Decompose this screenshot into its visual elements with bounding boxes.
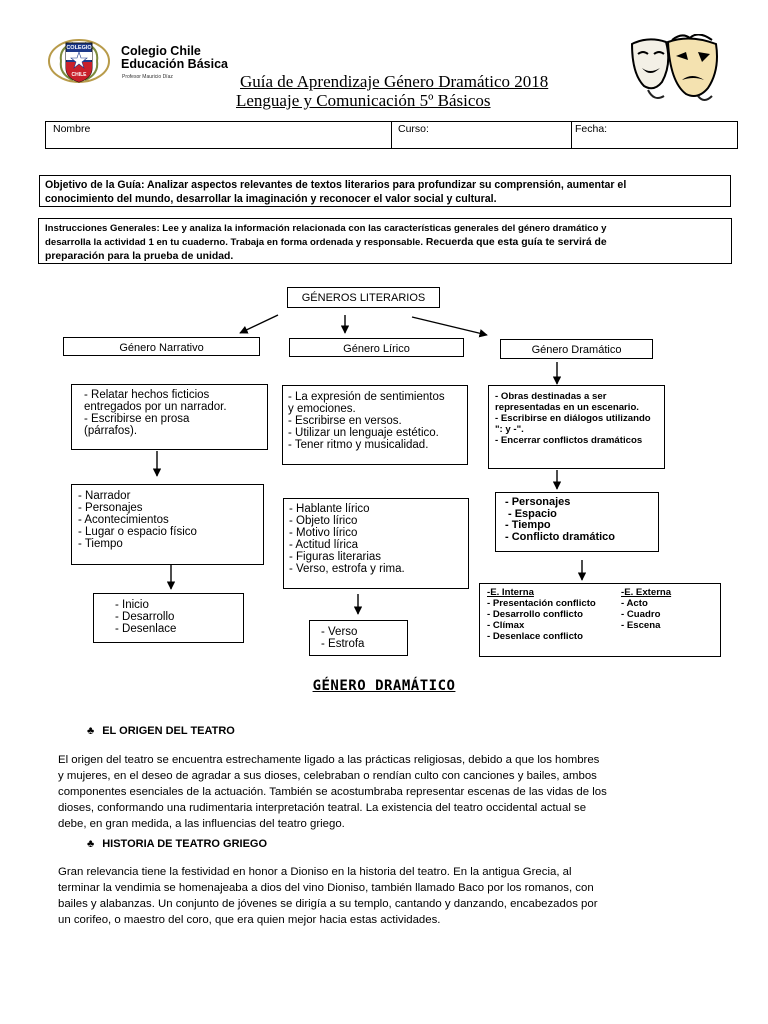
external-structure-title: -E. Externa xyxy=(621,587,672,598)
narrative-elements-box xyxy=(71,484,264,565)
guide-title: Guía de Aprendizaje Género Dramático 2018 xyxy=(240,72,549,91)
dramatic-desc-line: - Escribirse en diálogos utilizando xyxy=(495,413,651,424)
origin-paragraph xyxy=(58,752,714,832)
dramatic-desc-line: representadas en un escenario. xyxy=(495,402,639,413)
lyric-element-item: - Verso, estrofa y rima. xyxy=(289,563,405,575)
dramatic-desc-line: - Encerrar conflictos dramáticos xyxy=(495,435,643,446)
dramatic-element-item: - Tiempo xyxy=(505,519,551,531)
crest-bottom-text: CHILE xyxy=(71,72,87,78)
lyric-element-item: - Figuras literarias xyxy=(289,551,382,563)
arrow-root-dramatic xyxy=(412,317,487,335)
instructions-line-2a: desarrolla la actividad 1 en tu cuaderno. Trabaja en forma ordenada y responsable. xyxy=(45,237,424,248)
greek-heading-text: HISTORIA DE TEATRO GRIEGO xyxy=(102,838,268,850)
lyric-title: Género Lírico xyxy=(343,343,410,355)
internal-structure-column xyxy=(487,587,596,642)
instructions-line-3: preparación para la prueba de unidad. xyxy=(45,251,234,262)
root-genres-label: GÉNEROS LITERARIOS xyxy=(301,292,426,304)
lyric-elements-box xyxy=(283,498,469,589)
external-structure-item: - Acto xyxy=(621,598,648,609)
lyric-element-item: - Hablante lírico xyxy=(289,503,370,515)
narrative-structure-item: - Desenlace xyxy=(115,623,177,635)
dramatic-element-item: - Personajes xyxy=(505,496,571,508)
narrative-title: Género Narrativo xyxy=(119,342,204,354)
origin-line: El origen del teatro se encuentra estrechamente ligado a las prácticas religiosas, debido a que los hombres xyxy=(58,754,600,766)
dramatic-title-box xyxy=(500,339,653,359)
dramatic-element-item: - Conflicto dramático xyxy=(505,530,616,543)
dramatic-structure-box xyxy=(479,583,721,657)
dramatic-element-item: - Espacio xyxy=(508,507,557,520)
dramatic-title: Género Dramático xyxy=(531,344,622,356)
lyric-structure-item: - Estrofa xyxy=(321,638,365,650)
internal-structure-item: - Desenlace conflicto xyxy=(487,631,583,642)
internal-structure-title: -E. Interna xyxy=(487,587,534,598)
lyric-title-box xyxy=(289,338,464,357)
origin-line: componentes esenciales de la actuación. También se acostumbraba representar escenas de las vidas de los xyxy=(58,786,607,798)
dramatic-desc-line: ": y -". xyxy=(495,424,524,435)
guide-subtitle: Lenguaje y Comunicación 5º Básicos xyxy=(236,91,491,110)
narrative-desc-line: - Escribirse en prosa xyxy=(84,413,190,425)
dramatic-elements-box xyxy=(495,492,659,552)
narrative-desc-line: (párrafos). xyxy=(84,425,138,437)
instructions-line-1: Instrucciones Generales: Lee y analiza la información relacionada con las características generales del género dramático y xyxy=(45,223,607,234)
greek-line: un corifeo, o maestro del coro, que era quien mejor hacia estas actividades. xyxy=(58,914,441,926)
greek-heading xyxy=(87,838,267,850)
objective-line-2: conocimiento del mundo, desarrollar la imaginación y reconocer el valor social y cultural. xyxy=(45,193,497,205)
narrative-element-item: - Narrador xyxy=(78,490,131,502)
origin-line: debe, en gran medida, a las influencias del teatro griego. xyxy=(58,818,345,830)
root-genres-box xyxy=(287,287,440,308)
dramatic-desc-line: - Obras destinadas a ser xyxy=(495,391,607,402)
narrative-structure-item: - Desarrollo xyxy=(115,611,175,623)
narrative-structure-item: - Inicio xyxy=(115,599,149,611)
external-structure-column xyxy=(621,587,671,631)
narrative-desc-line: - Relatar hechos ficticios xyxy=(84,389,210,401)
greek-line: bailes y alabanzas. Un conjunto de jóvenes se dirigía a su templo, cantando y danzando, encabezados por xyxy=(58,898,598,910)
narrative-element-item: - Personajes xyxy=(78,502,143,514)
school-name: Colegio Chile xyxy=(121,44,201,58)
club-bullet-icon: ♣ xyxy=(87,725,95,737)
narrative-structure-box xyxy=(93,593,244,643)
greek-line: Gran relevancia tiene la festividad en honor a Dioniso en la historia del teatro. En la antigua Grecia, al xyxy=(58,866,572,878)
name-label: Nombre xyxy=(53,123,91,135)
lyric-element-item: - Objeto lírico xyxy=(289,515,358,527)
narrative-desc-line: entregados por un narrador. xyxy=(84,401,227,413)
instructions-line-2b: Recuerda que esta guía te servirá de xyxy=(423,237,607,248)
lyric-element-item: - Motivo lírico xyxy=(289,527,358,539)
lyric-desc-line: - Tener ritmo y musicalidad. xyxy=(288,439,429,451)
lyric-structure-box xyxy=(309,620,408,656)
origin-heading-text: EL ORIGEN DEL TEATRO xyxy=(102,725,235,737)
internal-structure-item: - Clímax xyxy=(487,620,525,631)
external-structure-item: - Escena xyxy=(621,620,661,631)
objective-line-1: Objetivo de la Guía: Analizar aspectos relevantes de textos literarios para profundizar su comprensión, aumentar el xyxy=(45,179,627,191)
narrative-title-box xyxy=(63,337,260,356)
origin-heading xyxy=(87,725,235,737)
lyric-desc-line: - Escribirse en versos. xyxy=(288,415,402,427)
narrative-description-box xyxy=(71,384,268,450)
external-structure-item: - Cuadro xyxy=(621,609,661,620)
arrow-root-narrative xyxy=(240,315,278,333)
origin-line: y mujeres, en el deseo de agradar a sus dioses, celebraban o rendían culto con canciones y bailes, ambos xyxy=(58,770,597,782)
lyric-desc-line: - La expresión de sentimientos xyxy=(288,391,445,403)
lyric-desc-line: y emociones. xyxy=(288,403,356,415)
teacher-name: Profesor Mauricio Díaz xyxy=(122,74,173,80)
crest-top-text: COLEGIO xyxy=(66,45,92,51)
dramatic-description-box xyxy=(488,385,665,469)
origin-line: dioses, conformando una rudimentaria interpretación teatral. La existencia del teatro occidental actual se xyxy=(58,802,587,814)
course-label: Curso: xyxy=(398,123,429,135)
section-title: GÉNERO DRAMÁTICO xyxy=(312,678,456,694)
school-subtitle: Educación Básica xyxy=(121,57,228,71)
internal-structure-item: - Desarrollo conflicto xyxy=(487,609,583,620)
date-label: Fecha: xyxy=(575,123,608,135)
lyric-structure-item: - Verso xyxy=(321,626,358,638)
lyric-element-item: - Actitud lírica xyxy=(289,539,359,551)
internal-structure-item: - Presentación conflicto xyxy=(487,598,596,609)
narrative-element-item: - Acontecimientos xyxy=(78,514,169,526)
narrative-element-item: - Lugar o espacio físico xyxy=(78,526,197,538)
lyric-desc-line: - Utilizar un lenguaje estético. xyxy=(288,427,439,439)
lyric-description-box xyxy=(282,385,468,465)
greek-line: terminar la vendimia se homenajeaba a dios del vino Dioniso, también llamado Baco por los romanos, con xyxy=(58,882,594,894)
club-bullet-icon: ♣ xyxy=(87,838,95,850)
narrative-element-item: - Tiempo xyxy=(78,538,123,550)
greek-paragraph xyxy=(58,864,714,928)
